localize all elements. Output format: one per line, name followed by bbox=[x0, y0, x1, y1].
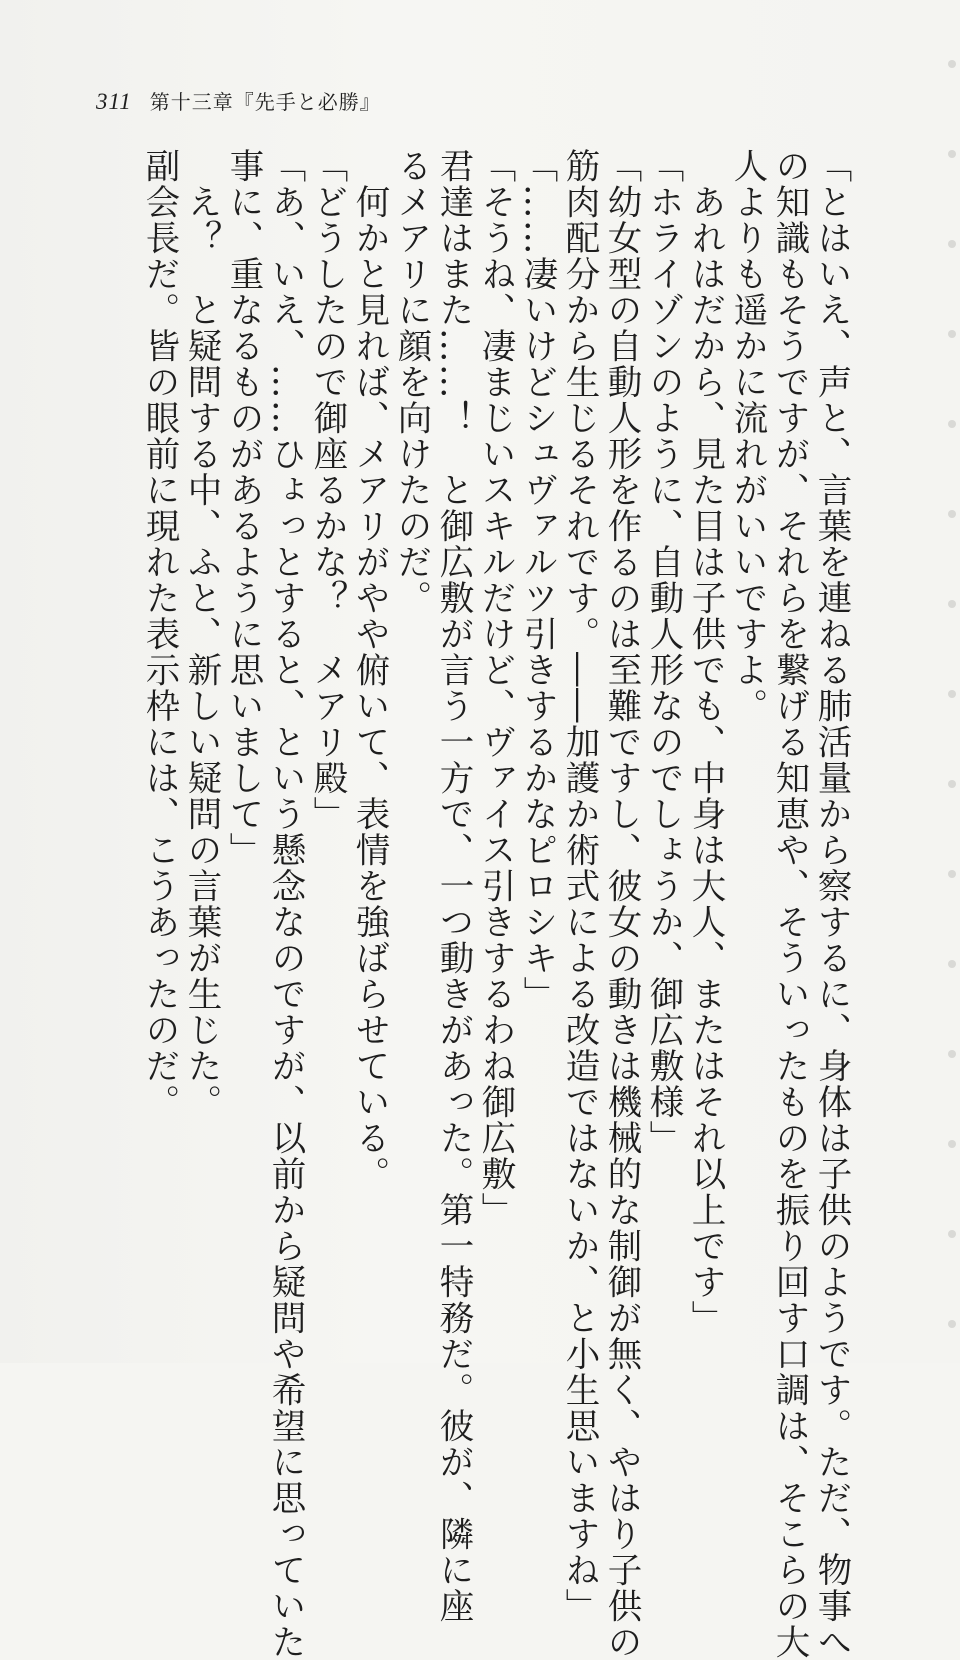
binding-hole bbox=[948, 600, 956, 608]
text-line: 筋肉配分から生じるそれです。――加護か術式による改造ではないか、と小生思いますね」 bbox=[559, 148, 599, 1624]
binding-hole bbox=[948, 150, 956, 158]
binding-hole bbox=[948, 330, 956, 338]
binding-hole bbox=[948, 1140, 956, 1148]
chapter-title: 第十三章『先手と必勝』 bbox=[149, 90, 381, 114]
binding-hole bbox=[948, 420, 956, 428]
body-text bbox=[138, 148, 852, 1660]
text-line: 「幼女型の自動人形を作るのは至難ですし、彼女の動きは機械的な制御が無く、やはり子供の bbox=[601, 148, 641, 1660]
text-line: 君達はまた……！ と御広敷が言う一方で、一つ動きがあった。第一特務だ。彼が、隣に座 bbox=[433, 148, 473, 1624]
text-line: え？ と疑問する中、ふと、新しい疑問の言葉が生じた。 bbox=[181, 184, 221, 1120]
text-line: 事に、重なるものがあるように思いまして」 bbox=[223, 148, 263, 868]
binding-hole bbox=[948, 780, 956, 788]
text-line: 何かと見れば、メアリがやや俯いて、表情を強ばらせている。 bbox=[349, 184, 389, 1192]
text-line: 人よりも遥かに流れがいいですよ。 bbox=[727, 148, 767, 724]
text-line: 「どうしたので御座るかな？ メアリ殿」 bbox=[307, 148, 347, 832]
text-line: 「……凄いけどシュヴァルツ引きするかなピロシキ」 bbox=[517, 148, 557, 1012]
text-line: るメアリに顔を向けたのだ。 bbox=[391, 148, 431, 616]
binding-hole bbox=[948, 60, 956, 68]
text-line: 副会長だ。皆の眼前に現れた表示枠には、こうあったのだ。 bbox=[139, 148, 179, 1120]
text-line: 「ホライゾンのように、自動人形なのでしょうか、御広敷様」 bbox=[643, 148, 683, 1156]
binding-edge bbox=[942, 0, 960, 1363]
text-line: の知識もそうですが、それらを繋げる知恵や、そういったものを振り回す口調は、そこらの大 bbox=[769, 148, 809, 1660]
binding-hole bbox=[948, 960, 956, 968]
binding-hole bbox=[948, 240, 956, 248]
text-line: 「とはいえ、声と、言葉を連ねる肺活量から察するに、身体は子供のようです。ただ、物事へ bbox=[811, 148, 851, 1660]
text-line: あれはだから、見た目は子供でも、中身は大人、またはそれ以上です」 bbox=[685, 184, 725, 1336]
binding-hole bbox=[948, 510, 956, 518]
text-line: 「そうね、凄まじいスキルだけど、ヴァイス引きするわね御広敷」 bbox=[475, 148, 515, 1228]
binding-hole bbox=[948, 1230, 956, 1238]
text-line: 「あ、いえ、……ひょっとすると、という懸念なのですが、以前から疑問や希望に思っていた bbox=[265, 148, 305, 1660]
binding-hole bbox=[948, 690, 956, 698]
binding-hole bbox=[948, 870, 956, 878]
page-number: 311 bbox=[96, 89, 132, 114]
binding-hole bbox=[948, 1320, 956, 1328]
running-header bbox=[96, 86, 381, 118]
binding-hole bbox=[948, 1050, 956, 1058]
